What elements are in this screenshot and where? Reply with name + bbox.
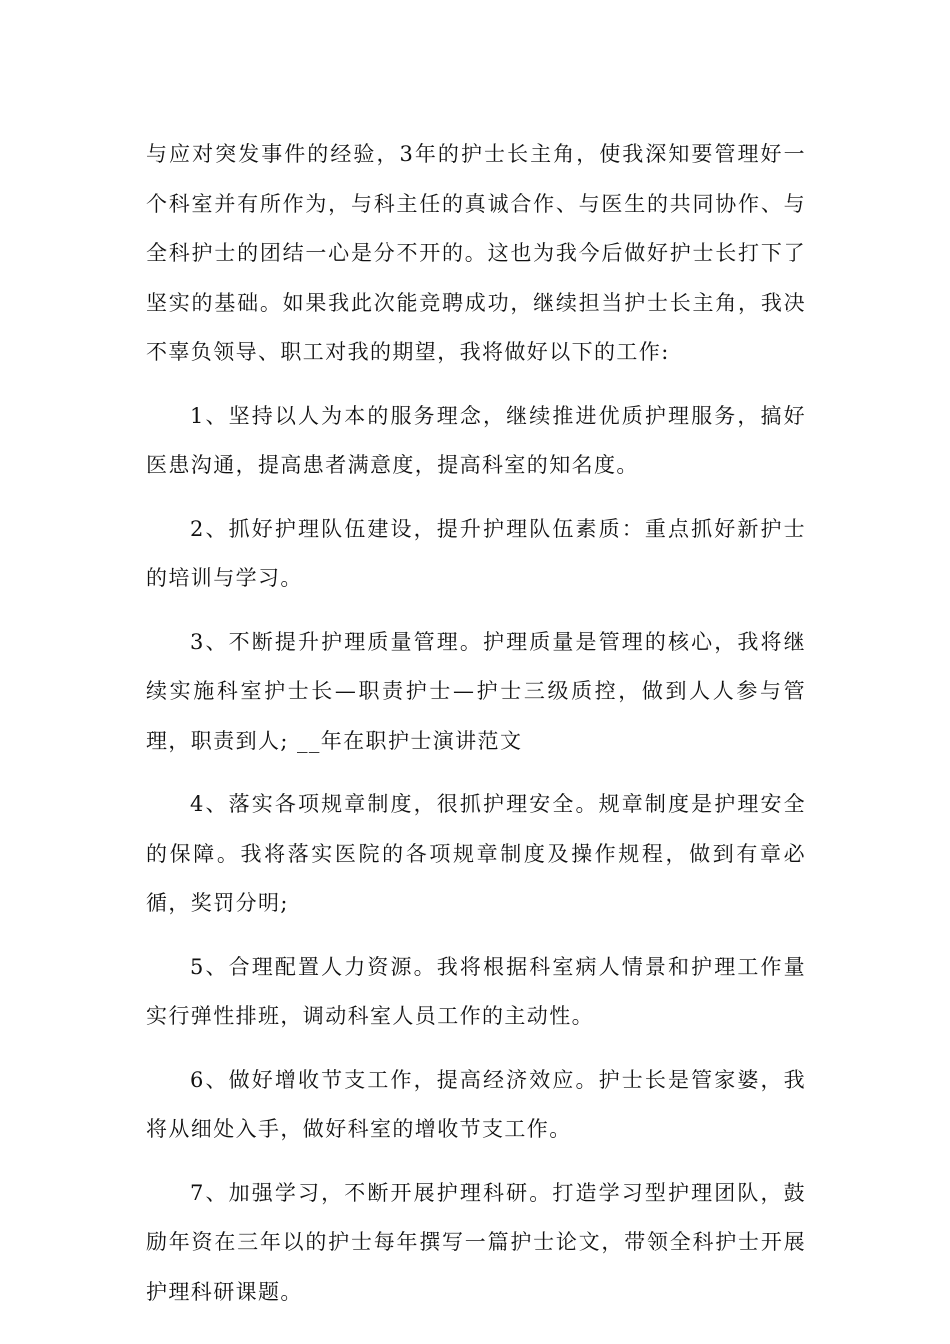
paragraph-item-4: 4、落实各项规章制度，很抓护理安全。规章制度是护理安全的保障。我将落实医院的各项规章制度及操作规程，做到有章必循，奖罚分明; bbox=[146, 792, 806, 915]
paragraph-item-3: 3、不断提升护理质量管理。护理质量是管理的核心，我将继续实施科室护士长—职责护士—护士三级质控，做到人人参与管理，职责到人; __年在职护士演讲范文 bbox=[146, 629, 806, 753]
document-body bbox=[146, 130, 806, 1331]
paragraph-item-6: 6、做好增收节支工作，提高经济效应。护士长是管家婆，我将从细处入手，做好科室的增收节支工作。 bbox=[146, 1067, 806, 1141]
paragraph-intro: 与应对突发事件的经验，3年的护士长主角，使我深知要管理好一个科室并有所作为，与科主任的真诚合作、与医生的共同协作、与全科护士的团结一心是分不开的。这也为我今后做好护士长打下了坚实的基础。如果我此次能竞聘成功，继续担当护士长主角，我决不辜负领导、职工对我的期望，我将做好以下的工作: bbox=[146, 142, 806, 364]
paragraph-item-2: 2、抓好护理队伍建设，提升护理队伍素质：重点抓好新护士的培训与学习。 bbox=[146, 516, 806, 590]
paragraph-item-7: 7、加强学习，不断开展护理科研。打造学习型护理团队，鼓励年资在三年以的护士每年撰写一篇护士论文，带领全科护士开展护理科研课题。 bbox=[146, 1180, 806, 1304]
paragraph-item-1: 1、坚持以人为本的服务理念，继续推进优质护理服务，搞好医患沟通，提高患者满意度，提高科室的知名度。 bbox=[146, 403, 806, 477]
paragraph-item-5: 5、合理配置人力资源。我将根据科室病人情景和护理工作量实行弹性排班，调动科室人员工作的主动性。 bbox=[146, 954, 806, 1028]
